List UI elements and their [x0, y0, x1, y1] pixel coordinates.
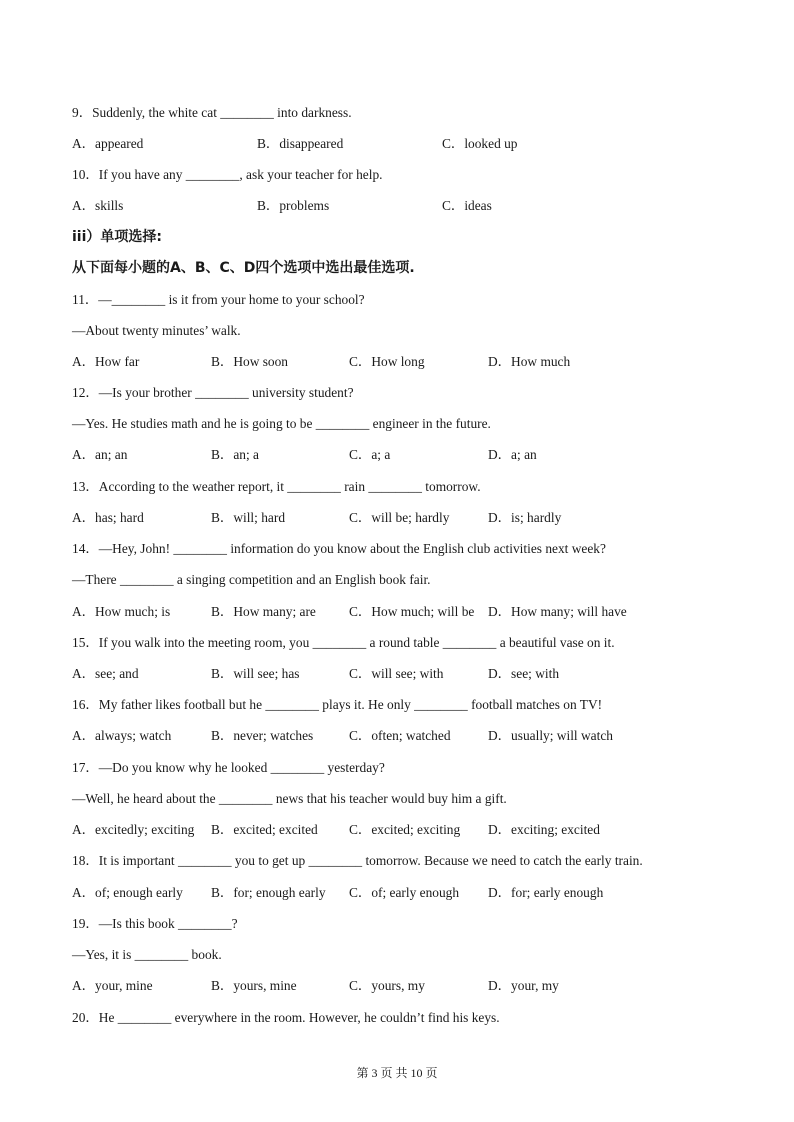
option-a: A．appeared	[72, 136, 144, 151]
option-b: B．an; a	[211, 447, 259, 462]
option-d: D．exciting; excited	[488, 822, 600, 837]
question-12-stem: 12．—Is your brother ________ university student?	[72, 385, 354, 400]
option-a: A．always; watch	[72, 728, 172, 743]
question-14-answer: —There ________ a singing competition and an English book fair.	[72, 572, 431, 587]
option-a: A．excitedly; exciting	[72, 822, 195, 837]
option-c: C．How much; will be	[349, 604, 475, 619]
page-number: 第 3 页 共 10 页	[356, 1066, 438, 1080]
question-11-answer: —About twenty minutes’ walk.	[72, 323, 241, 338]
option-b: B．excited; excited	[211, 822, 318, 837]
option-c: C．yours, my	[349, 978, 425, 993]
option-b: B．will see; has	[211, 666, 300, 681]
question-19-stem: 19．—Is this book ________?	[72, 916, 238, 931]
question-20-stem: 20．He ________ everywhere in the room. However, he couldn’t find his keys.	[72, 1010, 500, 1025]
option-b: B．never; watches	[211, 728, 314, 743]
option-c: C．a; a	[349, 447, 391, 462]
option-c: C．will see; with	[349, 666, 444, 681]
option-c: C．How long	[349, 354, 425, 369]
option-b: B．How many; are	[211, 604, 316, 619]
section-instruction: 从下面每小题的A、B、C、D四个选项中选出最佳选项.	[72, 260, 415, 276]
option-a: A．see; and	[72, 666, 139, 681]
option-b: B．for; enough early	[211, 885, 326, 900]
question-9-stem: 9．Suddenly, the white cat ________ into darkness.	[72, 105, 352, 120]
option-b: B．disappeared	[257, 136, 344, 151]
question-12-answer: —Yes. He studies math and he is going to be ________ engineer in the future.	[72, 416, 491, 431]
option-b: B．problems	[257, 198, 330, 213]
option-a: A．an; an	[72, 447, 128, 462]
option-a: A．How much; is	[72, 604, 171, 619]
question-13-stem: 13．According to the weather report, it ________ rain ________ tomorrow.	[72, 479, 481, 494]
question-19-answer: —Yes, it is ________ book.	[72, 947, 222, 962]
option-a: A．of; enough early	[72, 885, 183, 900]
question-11-stem: 11．—________ is it from your home to your school?	[72, 292, 365, 307]
question-18-stem: 18．It is important ________ you to get up ________ tomorrow. Because we need to catch the early train.	[72, 853, 643, 868]
option-c: C．often; watched	[349, 728, 451, 743]
option-b: B．yours, mine	[211, 978, 297, 993]
option-d: D．usually; will watch	[488, 728, 613, 743]
option-b: B．will; hard	[211, 510, 286, 525]
option-c: C．excited; exciting	[349, 822, 461, 837]
question-15-stem: 15．If you walk into the meeting room, you ________ a round table ________ a beautiful vase on it.	[72, 635, 615, 650]
option-d: D．your, my	[488, 978, 559, 993]
option-c: C．looked up	[442, 136, 518, 151]
option-d: D．a; an	[488, 447, 537, 462]
option-d: D．for; early enough	[488, 885, 604, 900]
option-d: D．How much	[488, 354, 571, 369]
option-b: B．How soon	[211, 354, 289, 369]
option-a: A．skills	[72, 198, 124, 213]
question-16-stem: 16．My father likes football but he ________ plays it. He only ________ football matches on TV!	[72, 697, 603, 712]
option-a: A．has; hard	[72, 510, 144, 525]
option-a: A．How far	[72, 354, 140, 369]
option-d: D．is; hardly	[488, 510, 562, 525]
question-17-answer: —Well, he heard about the ________ news that his teacher would buy him a gift.	[72, 791, 507, 806]
option-c: C．will be; hardly	[349, 510, 450, 525]
question-14-stem: 14．—Hey, John! ________ information do you know about the English club activities next week?	[72, 541, 606, 556]
question-10-stem: 10．If you have any ________, ask your teacher for help.	[72, 167, 383, 182]
section-title: iii）单项选择:	[72, 229, 162, 245]
option-d: D．How many; will have	[488, 604, 627, 619]
question-17-stem: 17．—Do you know why he looked ________ yesterday?	[72, 760, 385, 775]
option-c: C．of; early enough	[349, 885, 460, 900]
option-a: A．your, mine	[72, 978, 153, 993]
option-c: C．ideas	[442, 198, 492, 213]
option-d: D．see; with	[488, 666, 560, 681]
